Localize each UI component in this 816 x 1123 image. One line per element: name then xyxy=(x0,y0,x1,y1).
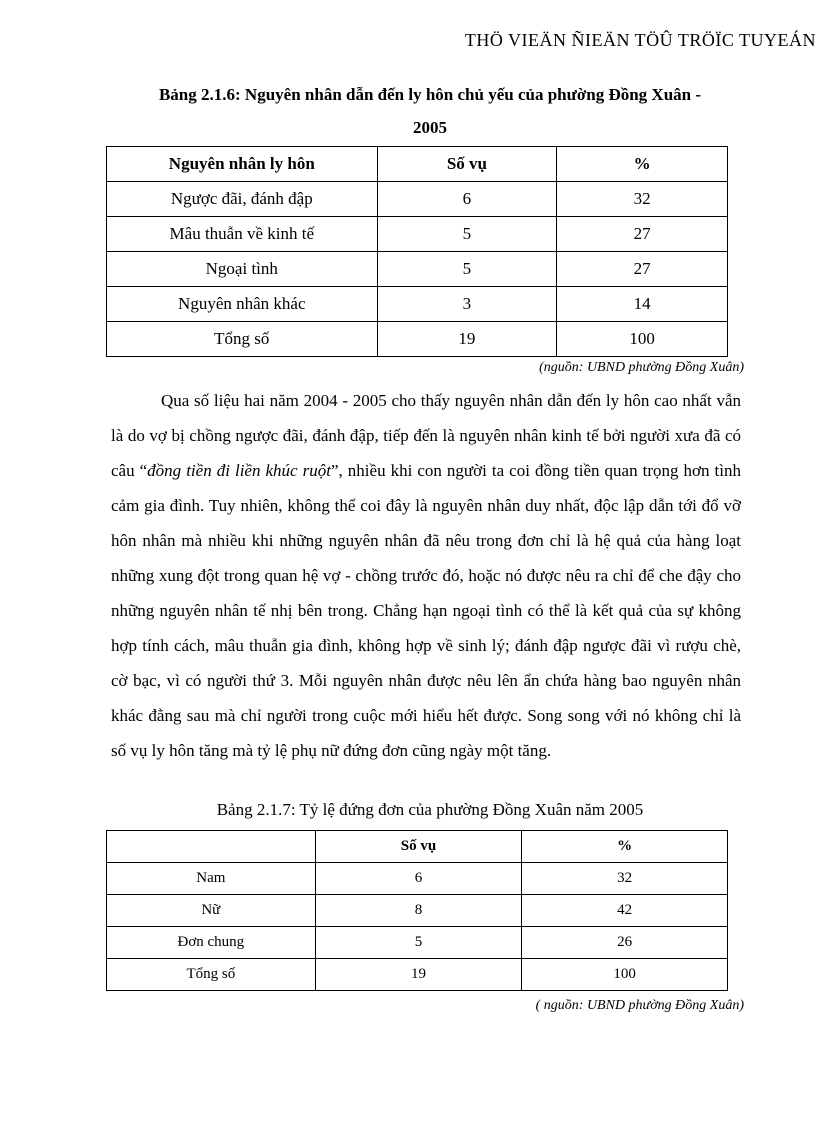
table-row xyxy=(107,217,728,252)
paragraph-quote: đồng tiền đi liền khúc ruột xyxy=(147,461,331,480)
cell-percent: 27 xyxy=(557,217,728,252)
cell-cases: 3 xyxy=(377,287,557,322)
table1-title-line2: 2005 xyxy=(413,118,447,137)
cell-cases: 19 xyxy=(315,959,522,991)
cell-cause: Ngoại tình xyxy=(107,252,378,287)
cell-filer: Tổng số xyxy=(107,959,316,991)
header-cause: Nguyên nhân ly hôn xyxy=(107,147,378,182)
table-row xyxy=(107,895,728,927)
cell-cause: Ngược đãi, đánh đập xyxy=(107,182,378,217)
header-cases: Số vụ xyxy=(377,147,557,182)
cell-percent: 27 xyxy=(557,252,728,287)
cell-percent: 26 xyxy=(522,927,728,959)
body-paragraph xyxy=(111,383,741,768)
cell-cases: 5 xyxy=(377,252,557,287)
cell-filer: Đơn chung xyxy=(107,927,316,959)
cell-percent: 32 xyxy=(522,863,728,895)
table2-caption: Bảng 2.1.7: Tỷ lệ đứng đơn của phường Đồng Xuân năm 2005 xyxy=(216,800,644,819)
header-blank xyxy=(107,831,316,863)
paragraph-text-1: Qua số liệu hai năm 2004 - 2005 cho thấy nguyên nhân dẫn đến ly hôn cao nhất vẫn là do vợ bị chồng ngược đãi, đánh đập, tiếp đến là nguyên nhân kinh tế bởi người xưa đã có câu “ xyxy=(111,391,741,480)
table1-title-line1: Bảng 2.1.6: Nguyên nhân dẫn đến ly hôn chủ yếu của phường Đồng Xuân - xyxy=(158,85,702,104)
cell-filer: Nữ xyxy=(107,895,316,927)
header-cases: Số vụ xyxy=(315,831,522,863)
cell-cases: 8 xyxy=(315,895,522,927)
table-row xyxy=(107,863,728,895)
page-header: THÖ VIEÄN ÑIEÄN TÖÛ TRÖÏC TUYEÁN xyxy=(464,30,816,50)
table-row xyxy=(107,182,728,217)
header-percent: % xyxy=(522,831,728,863)
cell-percent: 100 xyxy=(557,322,728,357)
header-percent: % xyxy=(557,147,728,182)
divorce-causes-table xyxy=(106,146,728,357)
cell-cause: Mâu thuẫn về kinh tế xyxy=(107,217,378,252)
cell-cases: 5 xyxy=(377,217,557,252)
cell-percent: 42 xyxy=(522,895,728,927)
table-header-row xyxy=(107,831,728,863)
cell-cause: Nguyên nhân khác xyxy=(107,287,378,322)
cell-cases: 6 xyxy=(377,182,557,217)
paragraph-text-2: ”, nhiều khi con người ta coi đồng tiền quan trọng hơn tình cảm gia đình. Tuy nhiên, không thể coi đây là nguyên nhân duy nhất, độc lập dẫn tới đổ vỡ hôn nhân mà nhiều khi những nguyên nhân đã nêu trong đơn chỉ là hệ quả của hàng loạt những xung đột trong quan hệ vợ - chồng trước đó, hoặc nó được nêu ra chỉ để che đậy cho những nguyên nhân tế nhị bên trong. Chẳng hạn ngoại tình có thể là kết quả của sự không hợp tính cách, mâu thuẫn gia đình, không hợp về sinh lý; đánh đập ngược đãi vì rượu chè, cờ bạc, vì có người thứ 3. Mỗi nguyên nhân được nêu lên ẩn chứa hàng bao nguyên nhân khác đằng sau mà chỉ người trong cuộc mới hiểu hết được. Song song với nó không chỉ là số vụ ly hôn tăng mà tỷ lệ phụ nữ đứng đơn cũng ngày một tăng. xyxy=(111,461,741,760)
table1-source: (nguồn: UBND phường Đồng Xuân) xyxy=(539,360,744,375)
table-row-total xyxy=(107,959,728,991)
filing-ratio-table xyxy=(106,830,728,991)
cell-cases: 6 xyxy=(315,863,522,895)
table-row-total xyxy=(107,322,728,357)
table-header-row xyxy=(107,147,728,182)
cell-cases: 5 xyxy=(315,927,522,959)
table2-source: ( nguồn: UBND phường Đồng Xuân) xyxy=(535,998,744,1013)
cell-cause: Tổng số xyxy=(107,322,378,357)
cell-cases: 19 xyxy=(377,322,557,357)
cell-percent: 32 xyxy=(557,182,728,217)
table-row xyxy=(107,252,728,287)
table-row xyxy=(107,927,728,959)
cell-percent: 14 xyxy=(557,287,728,322)
table-row xyxy=(107,287,728,322)
cell-filer: Nam xyxy=(107,863,316,895)
cell-percent: 100 xyxy=(522,959,728,991)
